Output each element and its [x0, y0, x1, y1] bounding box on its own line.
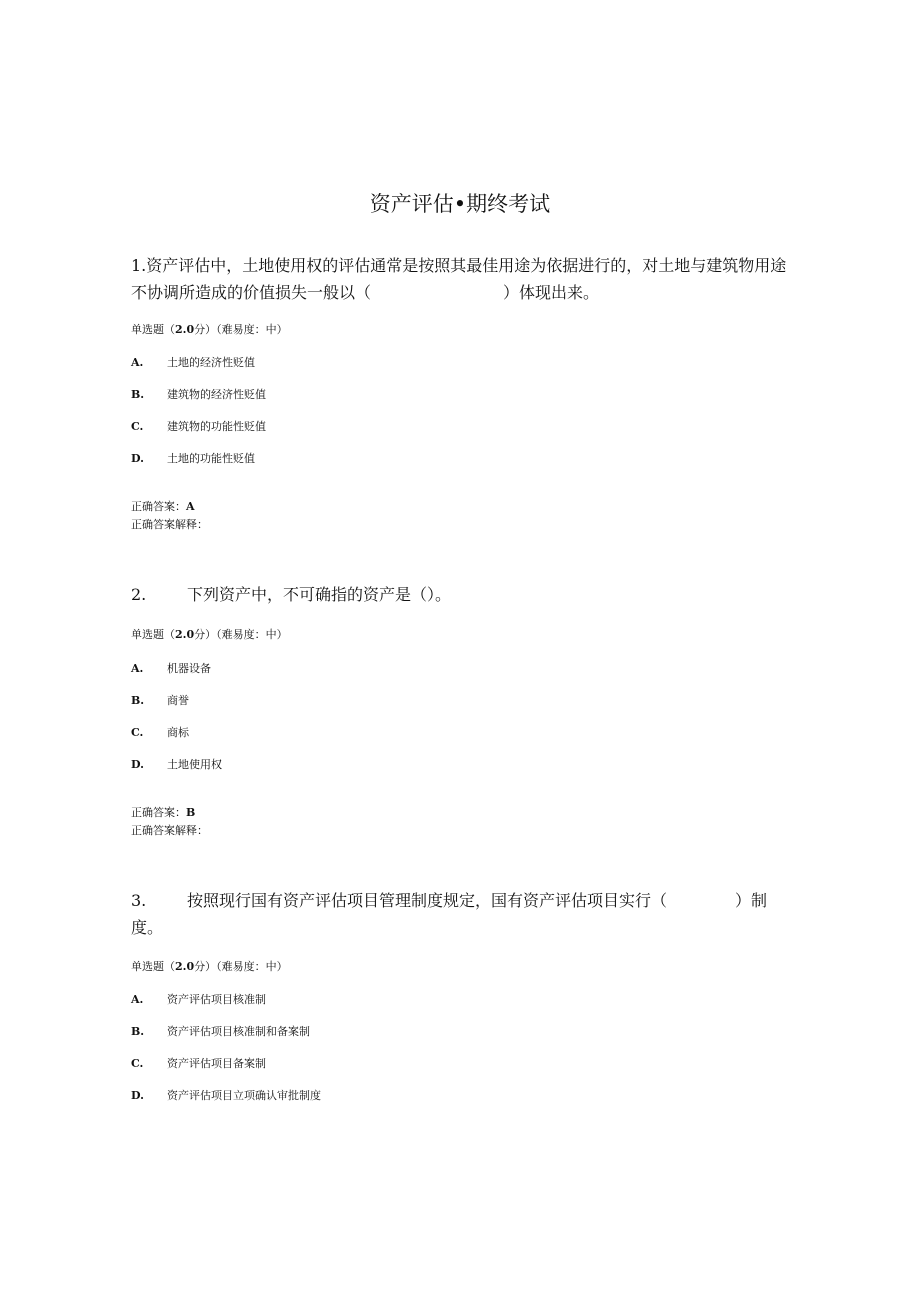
- question-1: [131, 252, 791, 531]
- question-1-option-b[interactable]: B. 建筑物的经济性贬值: [131, 388, 266, 401]
- question-1-answer: 正确答案：A: [131, 500, 195, 513]
- question-2-explanation: 正确答案解释：: [131, 824, 208, 837]
- question-2-number: 2.: [131, 585, 147, 604]
- question-1-stem-tail: ）体现出来。: [503, 283, 600, 302]
- question-2-stem-text: 下列资产中，不可确指的资产是（）。: [187, 585, 452, 604]
- question-1-stem-text: 资产评估中，土地使用权的评估通常是按照其最佳用途为依据进行的，对土地与建筑物用途不协调所造成的价值损失一般以（: [131, 256, 787, 302]
- question-3-option-c[interactable]: C. 资产评估项目备案制: [131, 1057, 266, 1070]
- page-title: 资产评估•期终考试: [369, 192, 551, 216]
- question-3-option-b[interactable]: B. 资产评估项目核准制和备案制: [131, 1025, 310, 1038]
- question-3-option-a[interactable]: A. 资产评估项目核准制: [131, 993, 266, 1006]
- question-2-answer: 正确答案：B: [131, 806, 196, 819]
- question-3: [131, 887, 791, 1102]
- question-1-option-d[interactable]: D. 土地的功能性贬值: [131, 452, 255, 465]
- question-1-number: 1.: [131, 256, 147, 275]
- question-1-stem: [131, 252, 791, 306]
- question-2-option-c[interactable]: C. 商标: [131, 726, 189, 739]
- question-2: [131, 581, 791, 837]
- question-1-option-c[interactable]: C. 建筑物的功能性贬值: [131, 420, 266, 433]
- question-3-stem-text: 按照现行国有资产评估项目管理制度规定，国有资产评估项目实行（: [187, 891, 668, 910]
- question-1-option-a[interactable]: A. 土地的经济性贬值: [131, 356, 255, 369]
- question-3-stem: [131, 887, 791, 941]
- question-3-number: 3.: [131, 891, 147, 910]
- question-2-option-a[interactable]: A. 机器设备: [131, 662, 211, 675]
- question-2-stem: [131, 581, 791, 608]
- question-1-explanation: 正确答案解释：: [131, 518, 208, 531]
- question-1-meta: 单选题（2.0分）（难易度：中）: [131, 323, 288, 336]
- question-2-meta: 单选题（2.0分）（难易度：中）: [131, 628, 288, 641]
- question-3-stem-tail: ）制度。: [131, 891, 768, 937]
- question-3-option-d[interactable]: D. 资产评估项目立项确认审批制度: [131, 1089, 321, 1102]
- question-3-meta: 单选题（2.0分）（难易度：中）: [131, 960, 288, 973]
- question-2-option-b[interactable]: B. 商誉: [131, 694, 189, 707]
- question-2-option-d[interactable]: D. 土地使用权: [131, 758, 222, 771]
